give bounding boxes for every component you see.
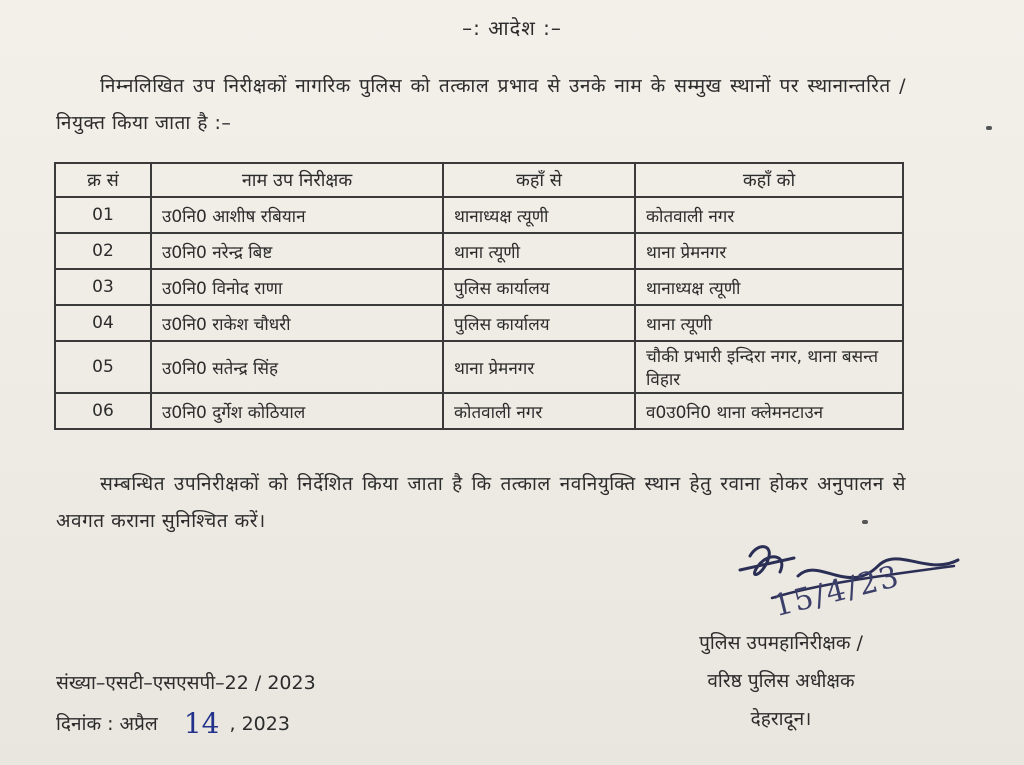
table-row	[55, 269, 903, 305]
header-from: कहाँ से	[443, 163, 635, 197]
reference-number: संख्या–एसटी–एसएसपी–22 / 2023	[56, 672, 316, 694]
cell-to: थानाध्यक्ष त्यूणी	[635, 269, 903, 305]
cell-from: थानाध्यक्ष त्यूणी	[443, 197, 635, 233]
signatory-designation	[650, 624, 912, 738]
ink-mark	[862, 520, 868, 524]
cell-to: कोतवाली नगर	[635, 197, 903, 233]
cell-from: थाना त्यूणी	[443, 233, 635, 269]
cell-name: उ0नि0 राकेश चौधरी	[151, 305, 443, 341]
cell-from: कोतवाली नगर	[443, 393, 635, 429]
cell-from: पुलिस कार्यालय	[443, 305, 635, 341]
transfer-table	[54, 162, 904, 430]
table-row	[55, 393, 903, 429]
cell-name: उ0नि0 आशीष रबियान	[151, 197, 443, 233]
date-day: 14	[183, 707, 220, 740]
cell-from: पुलिस कार्यालय	[443, 269, 635, 305]
designation-line: वरिष्ठ पुलिस अधीक्षक	[707, 670, 855, 692]
cell-serial: 02	[55, 233, 151, 269]
cell-to: थाना प्रेमनगर	[635, 233, 903, 269]
cell-name: उ0नि0 नरेन्द्र बिष्ट	[151, 233, 443, 269]
date-year: , 2023	[229, 713, 290, 735]
reference-date	[56, 702, 316, 743]
cell-to: थाना त्यूणी	[635, 305, 903, 341]
cell-serial: 03	[55, 269, 151, 305]
instruction-paragraph: सम्बन्धित उपनिरीक्षकों को निर्देशित किया जाता है कि तत्काल नवनियुक्ति स्थान हेतु रवाना होकर अनुपालन से अवगत कराना सुनिश्चित करें।	[56, 473, 906, 532]
table-row	[55, 233, 903, 269]
signature-date: 15/4/23	[769, 558, 904, 625]
cell-name: उ0नि0 विनोद राणा	[151, 269, 443, 305]
cell-serial: 01	[55, 197, 151, 233]
table-header-row	[55, 163, 903, 197]
cell-serial: 04	[55, 305, 151, 341]
cell-to: चौकी प्रभारी इन्दिरा नगर, थाना बसन्त विहार	[635, 341, 903, 393]
ink-mark	[986, 126, 992, 130]
header-serial: क्र सं	[55, 163, 151, 197]
designation-line: पुलिस उपमहानिरीक्षक /	[699, 632, 863, 654]
table-row	[55, 305, 903, 341]
reference-block	[56, 664, 316, 743]
date-label: दिनांक : अप्रैल	[56, 713, 158, 735]
cell-from: थाना प्रेमनगर	[443, 341, 635, 393]
intro-paragraph: निम्नलिखित उप निरीक्षकों नागरिक पुलिस को तत्काल प्रभाव से उनके नाम के सम्मुख स्थानों पर स्थानान्तरित / नियुक्त किया जाता है :–	[56, 75, 906, 134]
table-row	[55, 197, 903, 233]
cell-serial: 05	[55, 341, 151, 393]
document-heading: –: आदेश :–	[462, 16, 562, 40]
table-row	[55, 341, 903, 393]
cell-to: व0उ0नि0 थाना क्लेमनटाउन	[635, 393, 903, 429]
cell-name: उ0नि0 दुर्गेश कोठियाल	[151, 393, 443, 429]
cell-name: उ0नि0 सतेन्द्र सिंह	[151, 341, 443, 393]
header-name: नाम उप निरीक्षक	[151, 163, 443, 197]
designation-line: देहरादून।	[750, 708, 812, 730]
header-to: कहाँ को	[635, 163, 903, 197]
cell-serial: 06	[55, 393, 151, 429]
